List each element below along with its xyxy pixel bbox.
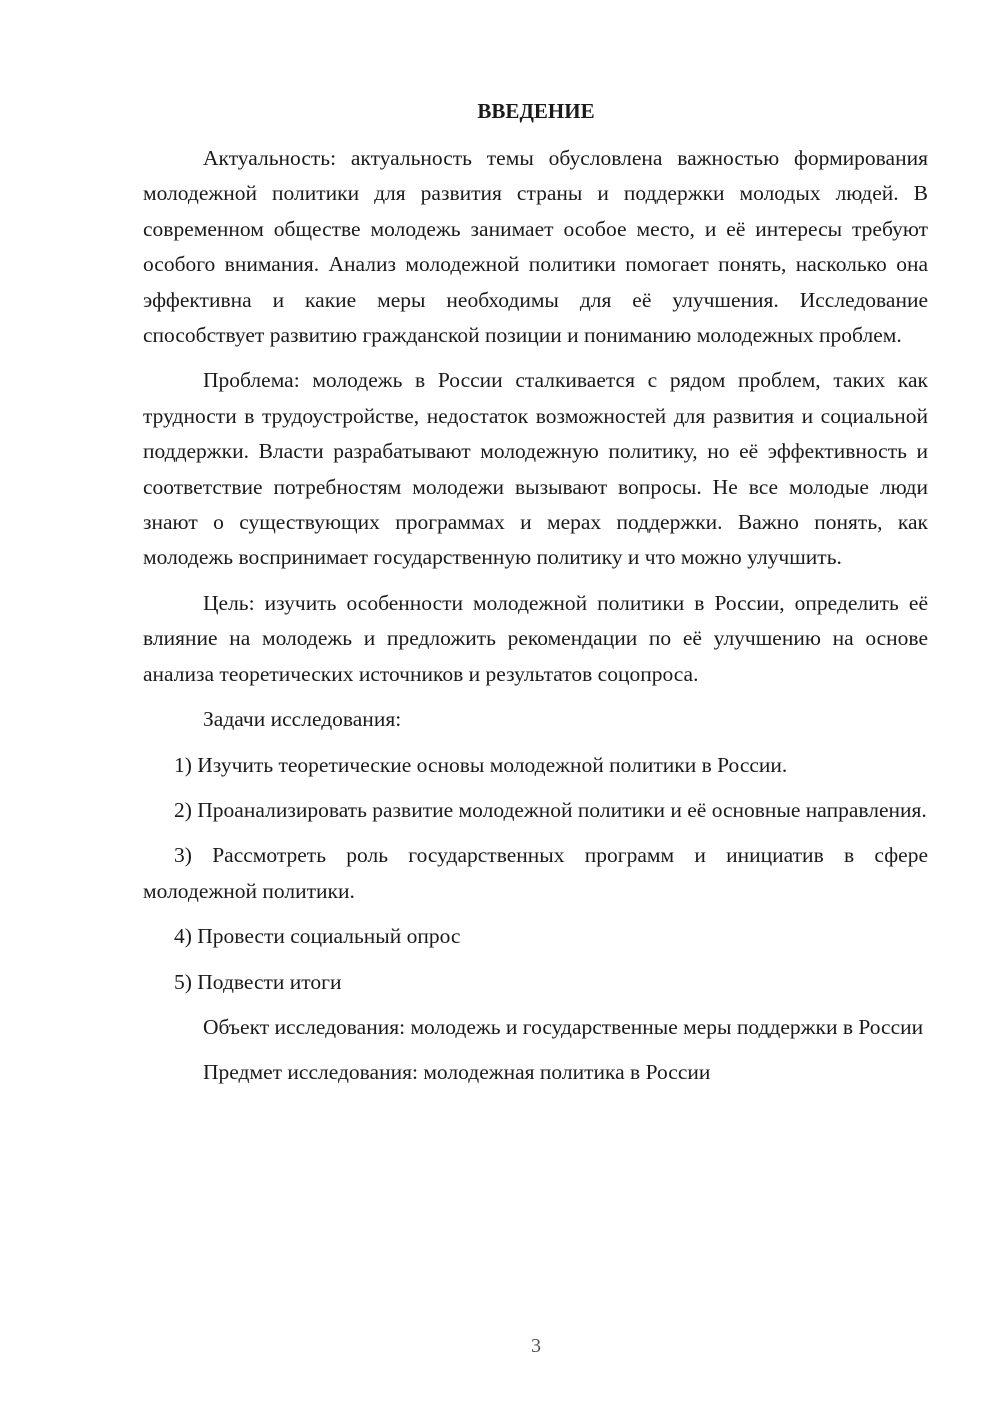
paragraph-problem: Проблема: молодежь в России сталкивается с рядом проблем, таких как трудности в трудоустройстве, недостаток возможностей для развития и социальной поддержки. Власти разрабатывают молодежную политику, но её эффективность и соответствие потребностям молодежи вызывают вопросы. Не все молодые люди знают о существующих программах и мерах поддержки. Важно понять, как молодежь воспринимает государственную политику и что можно улучшить. [143, 368, 928, 570]
task-item-3: 3) Рассмотреть роль государственных программ и инициатив в сфере молодежной политики. [143, 843, 928, 903]
body-text [143, 141, 928, 1101]
paragraph-relevance: Актуальность: актуальность темы обусловлена важностью формирования молодежной политики для развития страны и поддержки молодых людей. В современном обществе молодежь занимает особое место, и её интересы требуют особого внимания. Анализ молодежной политики помогает понять, насколько она эффективна и какие меры необходимы для её улучшения. Исследование способствует развитию гражданской позиции и пониманию молодежных проблем. [143, 146, 928, 348]
task-item-5: 5) Подвести итоги [174, 969, 342, 994]
paragraph-object: Объект исследования: молодежь и государственные меры поддержки в России [203, 1014, 924, 1039]
page-heading: ВВЕДЕНИЕ [477, 99, 595, 123]
task-item-4: 4) Провести социальный опрос [174, 924, 461, 949]
paragraph-goal: Цель: изучить особенности молодежной политики в России, определить её влияние на молодежь и предложить рекомендации по её улучшению на основе анализа теоретических источников и результатов соцопроса. [143, 590, 928, 686]
page-number: 3 [531, 1335, 541, 1357]
paragraph-subject: Предмет исследования: молодежная политика в России [203, 1060, 711, 1085]
task-item-2: 2) Проанализировать развитие молодежной политики и её основные направления. [174, 797, 927, 822]
task-item-1: 1) Изучить теоретические основы молодежной политики в России. [174, 752, 788, 777]
tasks-heading: Задачи исследования: [203, 707, 402, 732]
